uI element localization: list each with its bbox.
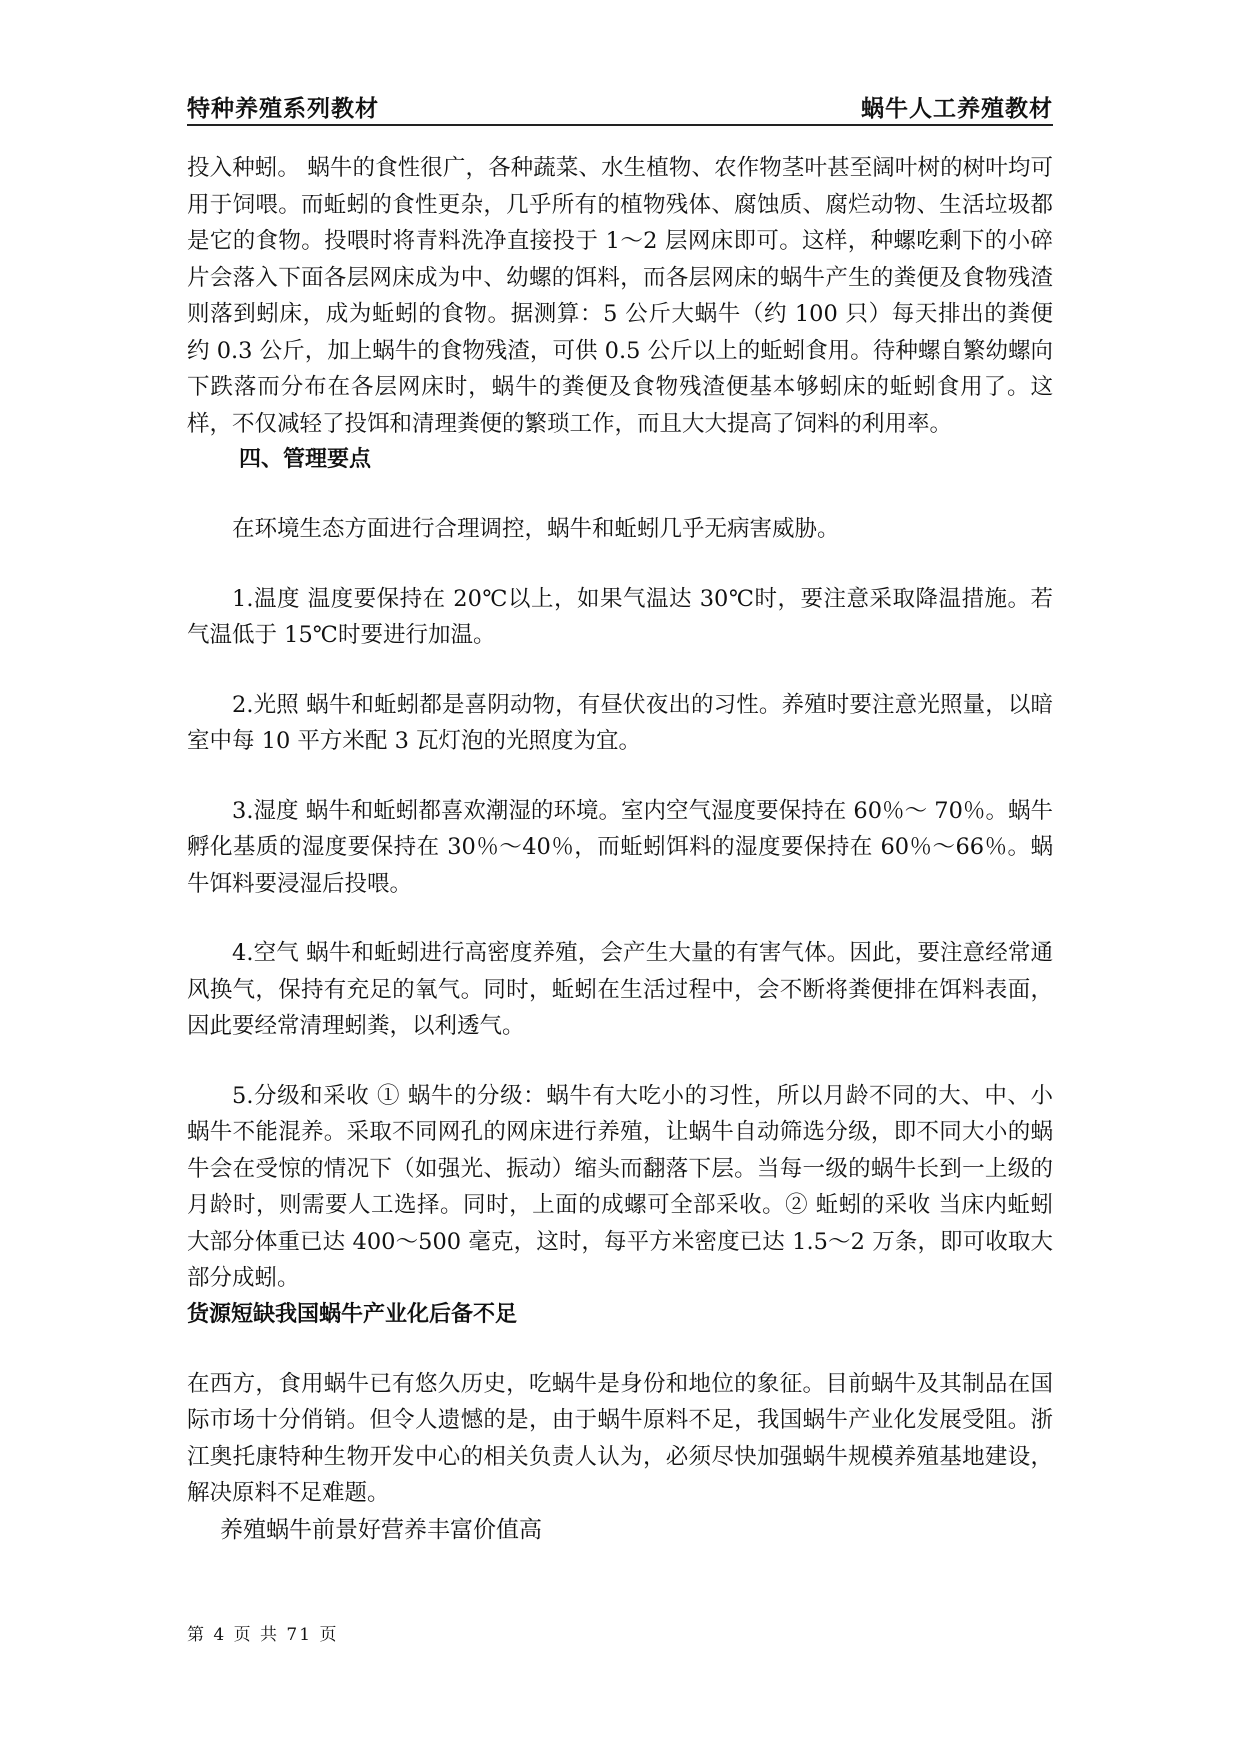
intro-paragraph: 投入种蚓。 蜗牛的食性很广，各种蔬菜、水生植物、农作物茎叶甚至阔叶树的树叶均可用于饲喂。而蚯蚓的食性更杂，几乎所有的植物残体、腐蚀质、腐烂动物、生活垃圾都是它的食物。投喂时将青料洗净直接投于 1～2 层网床即可。这样，种螺吃剩下的小碎片会落入下面各层网床成为中、幼螺的饵料，而各层网床的蜗牛产生的粪便及食物残渣则落到蚓床，成为蚯蚓的食物。据测算：5 公斤大蜗牛（约 100 只）每天排出的粪便约 0.3 公斤，加上蜗牛的食物残渣，可供 0.5 公斤以上的蚯蚓食用。待种螺自繁幼螺向下跌落而分布在各层网床时，蜗牛的粪便及食物残渣便基本够蚓床的蚯蚓食用了。这样，不仅减轻了投饵和清理粪便的繁琐工作，而且大大提高了饲料的利用率。 — [187, 155, 1053, 437]
header-series-title: 特种养殖系列教材 — [187, 96, 379, 122]
header-book-title: 蜗牛人工养殖教材 — [861, 96, 1053, 122]
page-header — [187, 88, 1053, 126]
temperature-paragraph: 1.温度 温度要保持在 20℃以上，如果气温达 30℃时，要注意采取降温措施。若气温低于 15℃时要进行加温。 — [187, 585, 1053, 648]
page-number: 第 4 页 共 71 页 — [187, 1625, 339, 1645]
air-paragraph: 4.空气 蜗牛和蚯蚓进行高密度养殖，会产生大量的有害气体。因此，要注意经常通风换气，保持有充足的氧气。同时，蚯蚓在生活过程中，会不断将粪便排在饵料表面，因此要经常清理蚓粪，以利透气。 — [187, 940, 1053, 1039]
section-heading: 四、管理要点 — [239, 447, 372, 472]
article-subtitle: 养殖蜗牛前景好营养丰富价值高 — [220, 1516, 542, 1543]
humidity-paragraph: 3.湿度 蜗牛和蚯蚓都喜欢潮湿的环境。室内空气湿度要保持在 60％～ 70％。蜗牛孵化基质的湿度要保持在 30％～40％，而蚯蚓饵料的湿度要保持在 60％～66％。蜗牛饵料要浸湿后投喂。 — [187, 797, 1053, 897]
page-content — [187, 150, 1053, 1548]
article-paragraph: 在西方，食用蜗牛已有悠久历史，吃蜗牛是身份和地位的象征。目前蜗牛及其制品在国际市场十分俏销。但令人遗憾的是，由于蜗牛原料不足，我国蜗牛产业化发展受阻。浙江奥托康特种生物开发中心的相关负责人认为，必须尽快加强蜗牛规模养殖基地建设，解决原料不足难题。 — [187, 1370, 1053, 1506]
light-paragraph: 2.光照 蜗牛和蚯蚓都是喜阴动物，有昼伏夜出的习性。养殖时要注意光照量，以暗室中每 10 平方米配 3 瓦灯泡的光照度为宜。 — [187, 691, 1053, 754]
article-heading: 货源短缺我国蜗牛产业化后备不足 — [187, 1301, 518, 1327]
section-intro-paragraph: 在环境生态方面进行合理调控，蜗牛和蚯蚓几乎无病害威胁。 — [232, 516, 840, 542]
grading-harvest-paragraph: 5.分级和采收 ① 蜗牛的分级：蜗牛有大吃小的习性，所以月龄不同的大、中、小蜗牛不能混养。采取不同网孔的网床进行养殖，让蜗牛自动筛选分级，即不同大小的蜗牛会在受惊的情况下（如强光、振动）缩头而翻落下层。当每一级的蜗牛长到一上级的月龄时，则需要人工选择。同时，上面的成螺可全部采收。② 蚯蚓的采收 当床内蚯蚓大部分体重已达 400～500 毫克，这时，每平方米密度已达 1.5～2 万条，即可收取大部分成蚓。 — [187, 1082, 1053, 1291]
